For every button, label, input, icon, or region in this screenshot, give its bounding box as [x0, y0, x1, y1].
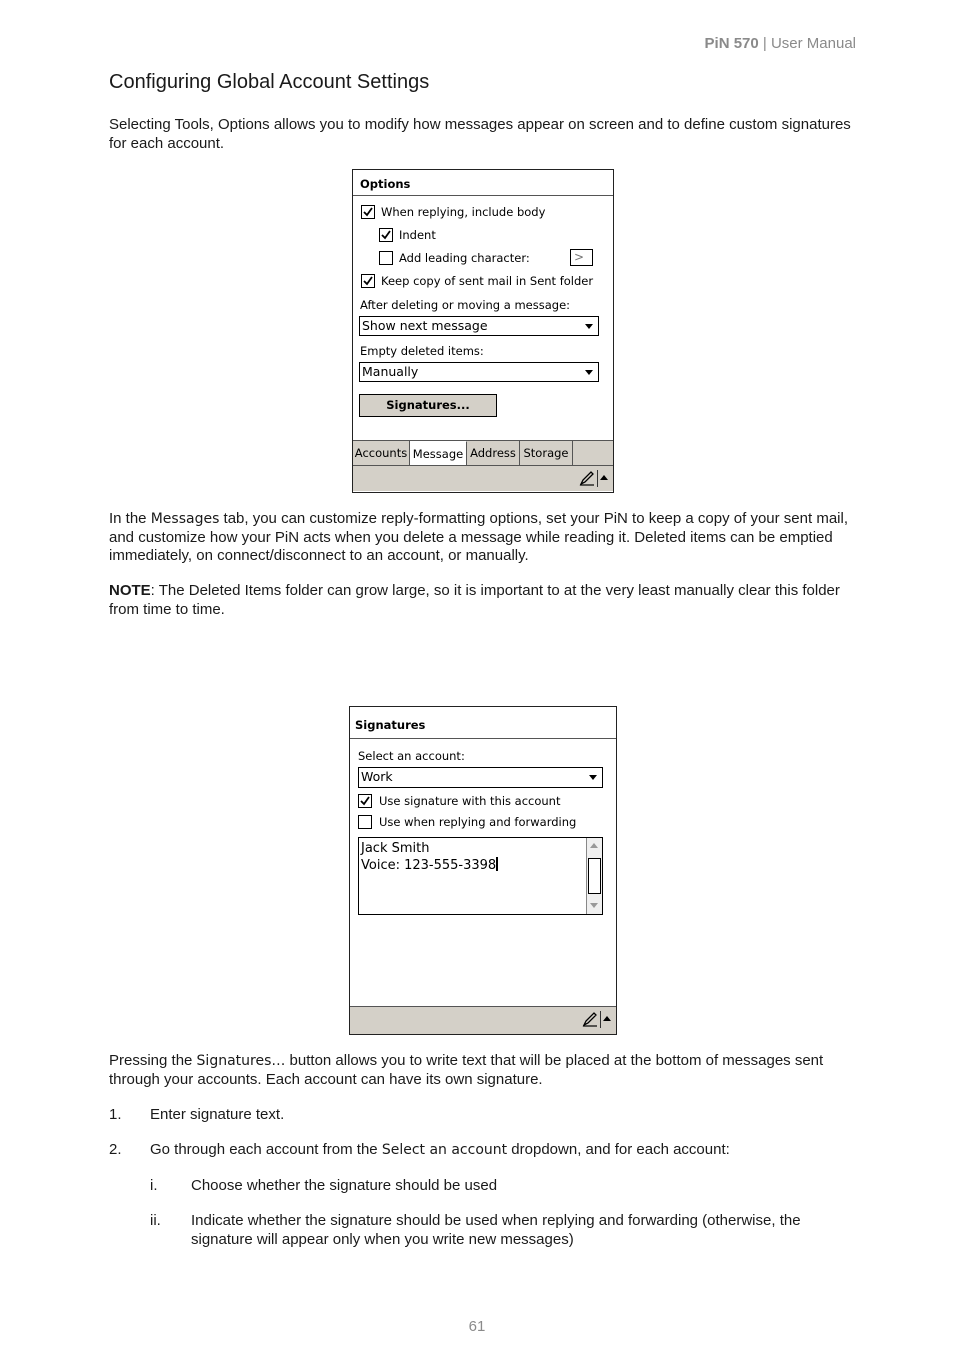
empty-deleted-dropdown[interactable]: [359, 362, 599, 382]
pen-input-icon[interactable]: [579, 470, 595, 486]
signatures-paragraph: [109, 1052, 854, 1089]
signatures-post: button allows you to write text that will be placed at the bottom of messages sent through your accounts. Each account can have its own signature.: [109, 1052, 824, 1088]
note-text: : The Deleted Items folder can grow large, so it is important to at the very least manually clear this folder from time to time.: [109, 582, 840, 618]
note-label: NOTE: [109, 582, 151, 599]
after-delete-dropdown[interactable]: [359, 316, 599, 336]
page-number: 61: [468, 1318, 486, 1335]
bar-separator: [597, 470, 598, 487]
step-2-text: Go through each account from the Select an account dropdown, and for each account:: [150, 1141, 730, 1158]
reply-include-body-label: When replying, include body: [381, 205, 546, 219]
signatures-ui-term: Signatures…: [196, 1053, 286, 1069]
indent-checkbox[interactable]: [379, 228, 393, 242]
keep-copy-label: Keep copy of sent mail in Sent folder: [381, 274, 594, 288]
signatures-screenshot: [349, 706, 617, 1035]
signatures-command-bar: [350, 1006, 616, 1034]
step-1-text: Enter signature text.: [150, 1106, 285, 1123]
tab-accounts[interactable]: Accounts: [353, 441, 410, 465]
signature-scrollbar[interactable]: [586, 838, 602, 914]
step-1-number: 1.: [109, 1106, 122, 1123]
chevron-down-icon: [585, 370, 593, 375]
substep-i-text: Choose whether the signature should be used: [191, 1177, 498, 1194]
use-signature-label: Use signature with this account: [379, 794, 561, 808]
substep-i-number: i.: [150, 1177, 158, 1194]
options-screenshot: [352, 169, 614, 493]
leading-char-input[interactable]: >: [570, 249, 593, 266]
signature-line-2: Voice: 123-555-3398: [361, 858, 497, 873]
add-leading-checkbox[interactable]: [379, 251, 393, 265]
messages-paragraph: [109, 510, 854, 566]
chevron-down-icon: [585, 324, 593, 329]
signature-line-1: Jack Smith: [361, 841, 430, 856]
note-paragraph: [109, 582, 854, 619]
account-value: Work: [361, 769, 393, 784]
messages-ui-term: Messages: [150, 511, 220, 527]
empty-deleted-label: Empty deleted items:: [360, 344, 484, 358]
indent-label: Indent: [399, 228, 436, 242]
use-replying-checkbox[interactable]: [358, 815, 372, 829]
messages-post: tab, you can customize reply-formatting options, set your PiN to keep a copy of your sent mail, and customize how your PiN acts when you delete a message while reading it. Deleted items can be emptied immediately, on connect/disconnect to an account, or manually.: [109, 510, 848, 564]
keep-copy-checkbox[interactable]: [361, 274, 375, 288]
signatures-pre: Pressing the: [109, 1052, 197, 1069]
pen-input-icon[interactable]: [582, 1011, 598, 1027]
scroll-down-icon[interactable]: [590, 903, 598, 908]
signature-textarea[interactable]: [358, 837, 603, 915]
after-delete-label: After deleting or moving a message:: [360, 298, 571, 312]
options-command-bar: [353, 465, 613, 491]
empty-deleted-value: Manually: [362, 364, 419, 379]
input-menu-arrow-icon[interactable]: [600, 475, 608, 480]
step-2-number: 2.: [109, 1141, 122, 1158]
use-replying-label: Use when replying and forwarding: [379, 815, 577, 829]
select-account-label: Select an account:: [358, 749, 465, 763]
account-dropdown[interactable]: [358, 767, 603, 788]
input-menu-arrow-icon[interactable]: [603, 1016, 611, 1021]
options-title: Options: [353, 170, 613, 196]
section-title: Configuring Global Account Settings: [109, 71, 430, 93]
use-signature-checkbox[interactable]: [358, 794, 372, 808]
substep-ii-text: Indicate whether the signature should be used when replying and forwarding (otherwise, the signature will appear only when you write new messages): [191, 1212, 801, 1248]
options-tab-bar: [353, 440, 613, 466]
signatures-title: Signatures: [350, 709, 616, 739]
tab-storage[interactable]: Storage: [520, 441, 573, 465]
tab-address[interactable]: Address: [467, 441, 520, 465]
scroll-up-icon[interactable]: [590, 843, 598, 848]
after-delete-value: Show next message: [362, 318, 488, 333]
text-cursor: [496, 857, 498, 871]
running-header: [705, 35, 856, 52]
intro-paragraph: Selecting Tools, Options allows you to modify how messages appear on screen and to define custom signatures for each account.: [109, 116, 851, 152]
scroll-thumb[interactable]: [588, 858, 601, 894]
header-product: PiN 570: [704, 35, 759, 52]
messages-pre: In the: [109, 510, 151, 527]
bar-separator: [600, 1011, 601, 1028]
header-separator: |: [758, 35, 771, 52]
substep-ii-number: ii.: [150, 1212, 161, 1229]
add-leading-label: Add leading character:: [399, 251, 530, 265]
header-doc: User Manual: [770, 35, 856, 52]
step-2-ui-term: Select an account: [381, 1142, 508, 1158]
chevron-down-icon: [589, 775, 597, 780]
reply-include-body-checkbox[interactable]: [361, 205, 375, 219]
tab-message[interactable]: Message: [410, 441, 467, 465]
signatures-button[interactable]: Signatures...: [359, 394, 497, 417]
